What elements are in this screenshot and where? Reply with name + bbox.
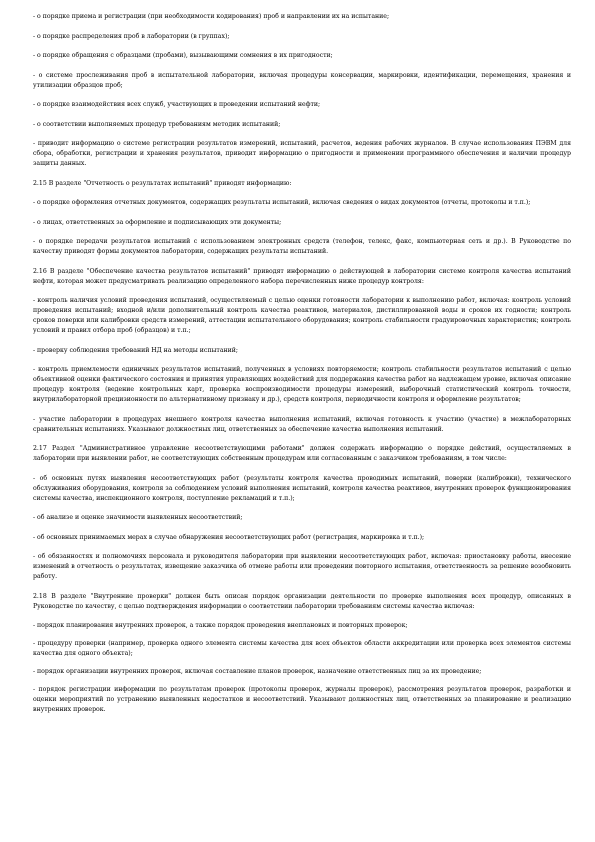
paragraph-sample-tracking: - о системе прослеживания проб в испытательной лаборатории, включая процедуры консервации, маркировки, идентификации, перемещения, хранения и утилизации образцов проб; bbox=[33, 71, 571, 89]
paragraph-audit-organization: - порядок организации внутренних проверок, включая составление планов проверок, назначение ответственных лиц за их проведение; bbox=[33, 668, 482, 675]
paragraph-nonconformity-analysis: - об анализе и оценке значимости выявленных несоответствий; bbox=[33, 514, 243, 521]
paragraph-responsible-persons: - о лицах, ответственных за оформление и подписывающих эти документы; bbox=[33, 218, 282, 226]
paragraph-report-documents: - о порядке оформления отчетных документов, содержащих результаты испытаний, включая сведения о видах документов (отчеты, протоколы и т.п.); bbox=[33, 199, 531, 206]
paragraph-personnel-duties: - об обязанностях и полномочиях персонала и руководителя лаборатории при выявлении несоответствующих работ, включая: приостановку работы, внесение изменений в отчетность о результатах, извещение заказчика об отмене работы или проведении повторного испытания, ответственность за решение возобновить работу. bbox=[33, 553, 571, 580]
paragraph-electronic-transfer: - о порядке передачи результатов испытаний с использованием электронных средств (телефон, телекс, факс, компьютерная сеть и др.). В Руководстве по качеству приводят формы документов лаборатории, содержащих результаты испытаний. bbox=[33, 238, 571, 255]
paragraph-services-interaction: - о порядке взаимодействия всех служб, участвующих в проведении испытаний нефти; bbox=[33, 101, 321, 108]
paragraph-sample-intake: - о порядке приема и регистрации (при необходимости кодирования) проб и направлении их на испытание; bbox=[33, 13, 390, 20]
paragraph-external-control: - участие лаборатории в процедурах внешнего контроля качества выполнения испытаний, включая готовность к участию (участие) в межлабораторных сравнительных испытаниях. Указывают должностных лиц, ответственных за обеспечение качества выполнения испытаний. bbox=[33, 415, 571, 433]
paragraph-nonconformity-detection: - об основных путях выявления несоответствующих работ (результаты контроля качества проводимых испытаний, поверки (калибровки), технического обслуживания оборудования, контроля за соблюдением условий выполнения испытаний, контроля качества реактивов, внутренних проверок функционирования системы качества, инспекционного контроля, поступление рекламаций и т.п.); bbox=[33, 474, 571, 502]
paragraph-audit-registration: - порядок регистрации информации по результатам проверок (протоколы проверок, журналы проверок), рассмотрения результатов проверок, разработки и оценки мероприятий по устранению выявленных недостатков и несоответствий. Указывают должностных лиц, ответственных за планирование и реализацию внутренних проверок. bbox=[33, 686, 571, 713]
paragraph-method-compliance: - о соответствии выполняемых процедур требованиям методик испытаний; bbox=[33, 120, 281, 128]
document-page bbox=[33, 12, 571, 723]
paragraph-audit-procedure: - процедуру проверки (например, проверка одного элемента системы качества для всех объектов области аккредитации или проверка всех элементов системы качества для одного объекта); bbox=[33, 640, 571, 657]
section-heading-2-18: 2.18 В разделе "Внутренние проверки" должен быть описан порядок организации деятельности по проверке выполнения всех процедур, описанных в Руководстве по качеству, с целью подтверждения информации о соответствии лаборатории требованиям системы качества включая: bbox=[33, 592, 571, 610]
paragraph-results-acceptability: - контроль приемлемости единичных результатов испытаний, полученных в условиях повторяемости; контроль стабильности результатов испытаний с целью объективной оценки фактического состояния и принятия управляющих воздействий для поддержания качества работ на надлежащем уровне, включая описание процедур контроля (ведение контрольных карт, проверка воспроизводимости процедуры измерений, выборочный статистический контроль точности, внутрилабораторной прецизионности по альтернативному признаку и др.), средств контроля, периодичности контроля и оформление результатов; bbox=[33, 366, 571, 403]
section-heading-2-15: 2.15 В разделе "Отчетность о результатах испытаний" приводят информацию: bbox=[33, 179, 292, 187]
section-heading-2-16: 2.16 В разделе "Обеспечение качества результатов испытаний" приводят информацию о действующей в лаборатории системе контроля качества испытаний нефти, которая может предусматривать реализацию определенного набора перечисленных ниже процедур контроля: bbox=[33, 267, 571, 285]
paragraph-nonconformity-measures: - об основных принимаемых мерах в случае обнаружения несоответствующих работ (регистрация, маркировка и т.п.); bbox=[33, 533, 425, 541]
paragraph-doubtful-samples: - о порядке обращения с образцами (пробами), вызывающими сомнения в их пригодности; bbox=[33, 52, 333, 59]
paragraph-results-registration: - приводит информацию о системе регистрации результатов измерений, испытаний, расчетов, ведения рабочих журналов. В случае использования ПЭВМ для сбора, обработки, регистрации и хранения результатов, приводит информацию о пригодности и применении программного обеспечения и наличии процедур защиты данных. bbox=[33, 140, 571, 167]
paragraph-audit-planning: - порядок планирования внутренних проверок, а также порядок проведения внеплановых и повторных проверок; bbox=[33, 622, 408, 629]
paragraph-nd-compliance: - проверку соблюдения требований НД на методы испытаний; bbox=[33, 346, 238, 354]
paragraph-conditions-control: - контроль наличия условий проведения испытаний, осуществляемый с целью оценки готовности лаборатории к выполнению работ, включая: контроль условий проведения испытаний; входной и/или дополнительный контроль качества реактивов, материалов, дистиллированной воды и сроков их годности; контроль сроков поверки или калибровки средств измерений, аттестации испытательного оборудования; контроль стабильности градуировочных характеристик; контроль условий и правил отбора проб (образцов) и т.п.; bbox=[33, 297, 571, 334]
section-heading-2-17: 2.17 Раздел "Административное управление несоответствующими работами" должен содержать информацию о порядке действий, осуществляемых в лаборатории при выявлении работ, не соответствующих собственным процедурам или согласованным с заказчиком требованиям, в том числе: bbox=[33, 445, 571, 462]
paragraph-sample-distribution: - о порядке распределения проб в лаборатории (в группах); bbox=[33, 32, 230, 40]
